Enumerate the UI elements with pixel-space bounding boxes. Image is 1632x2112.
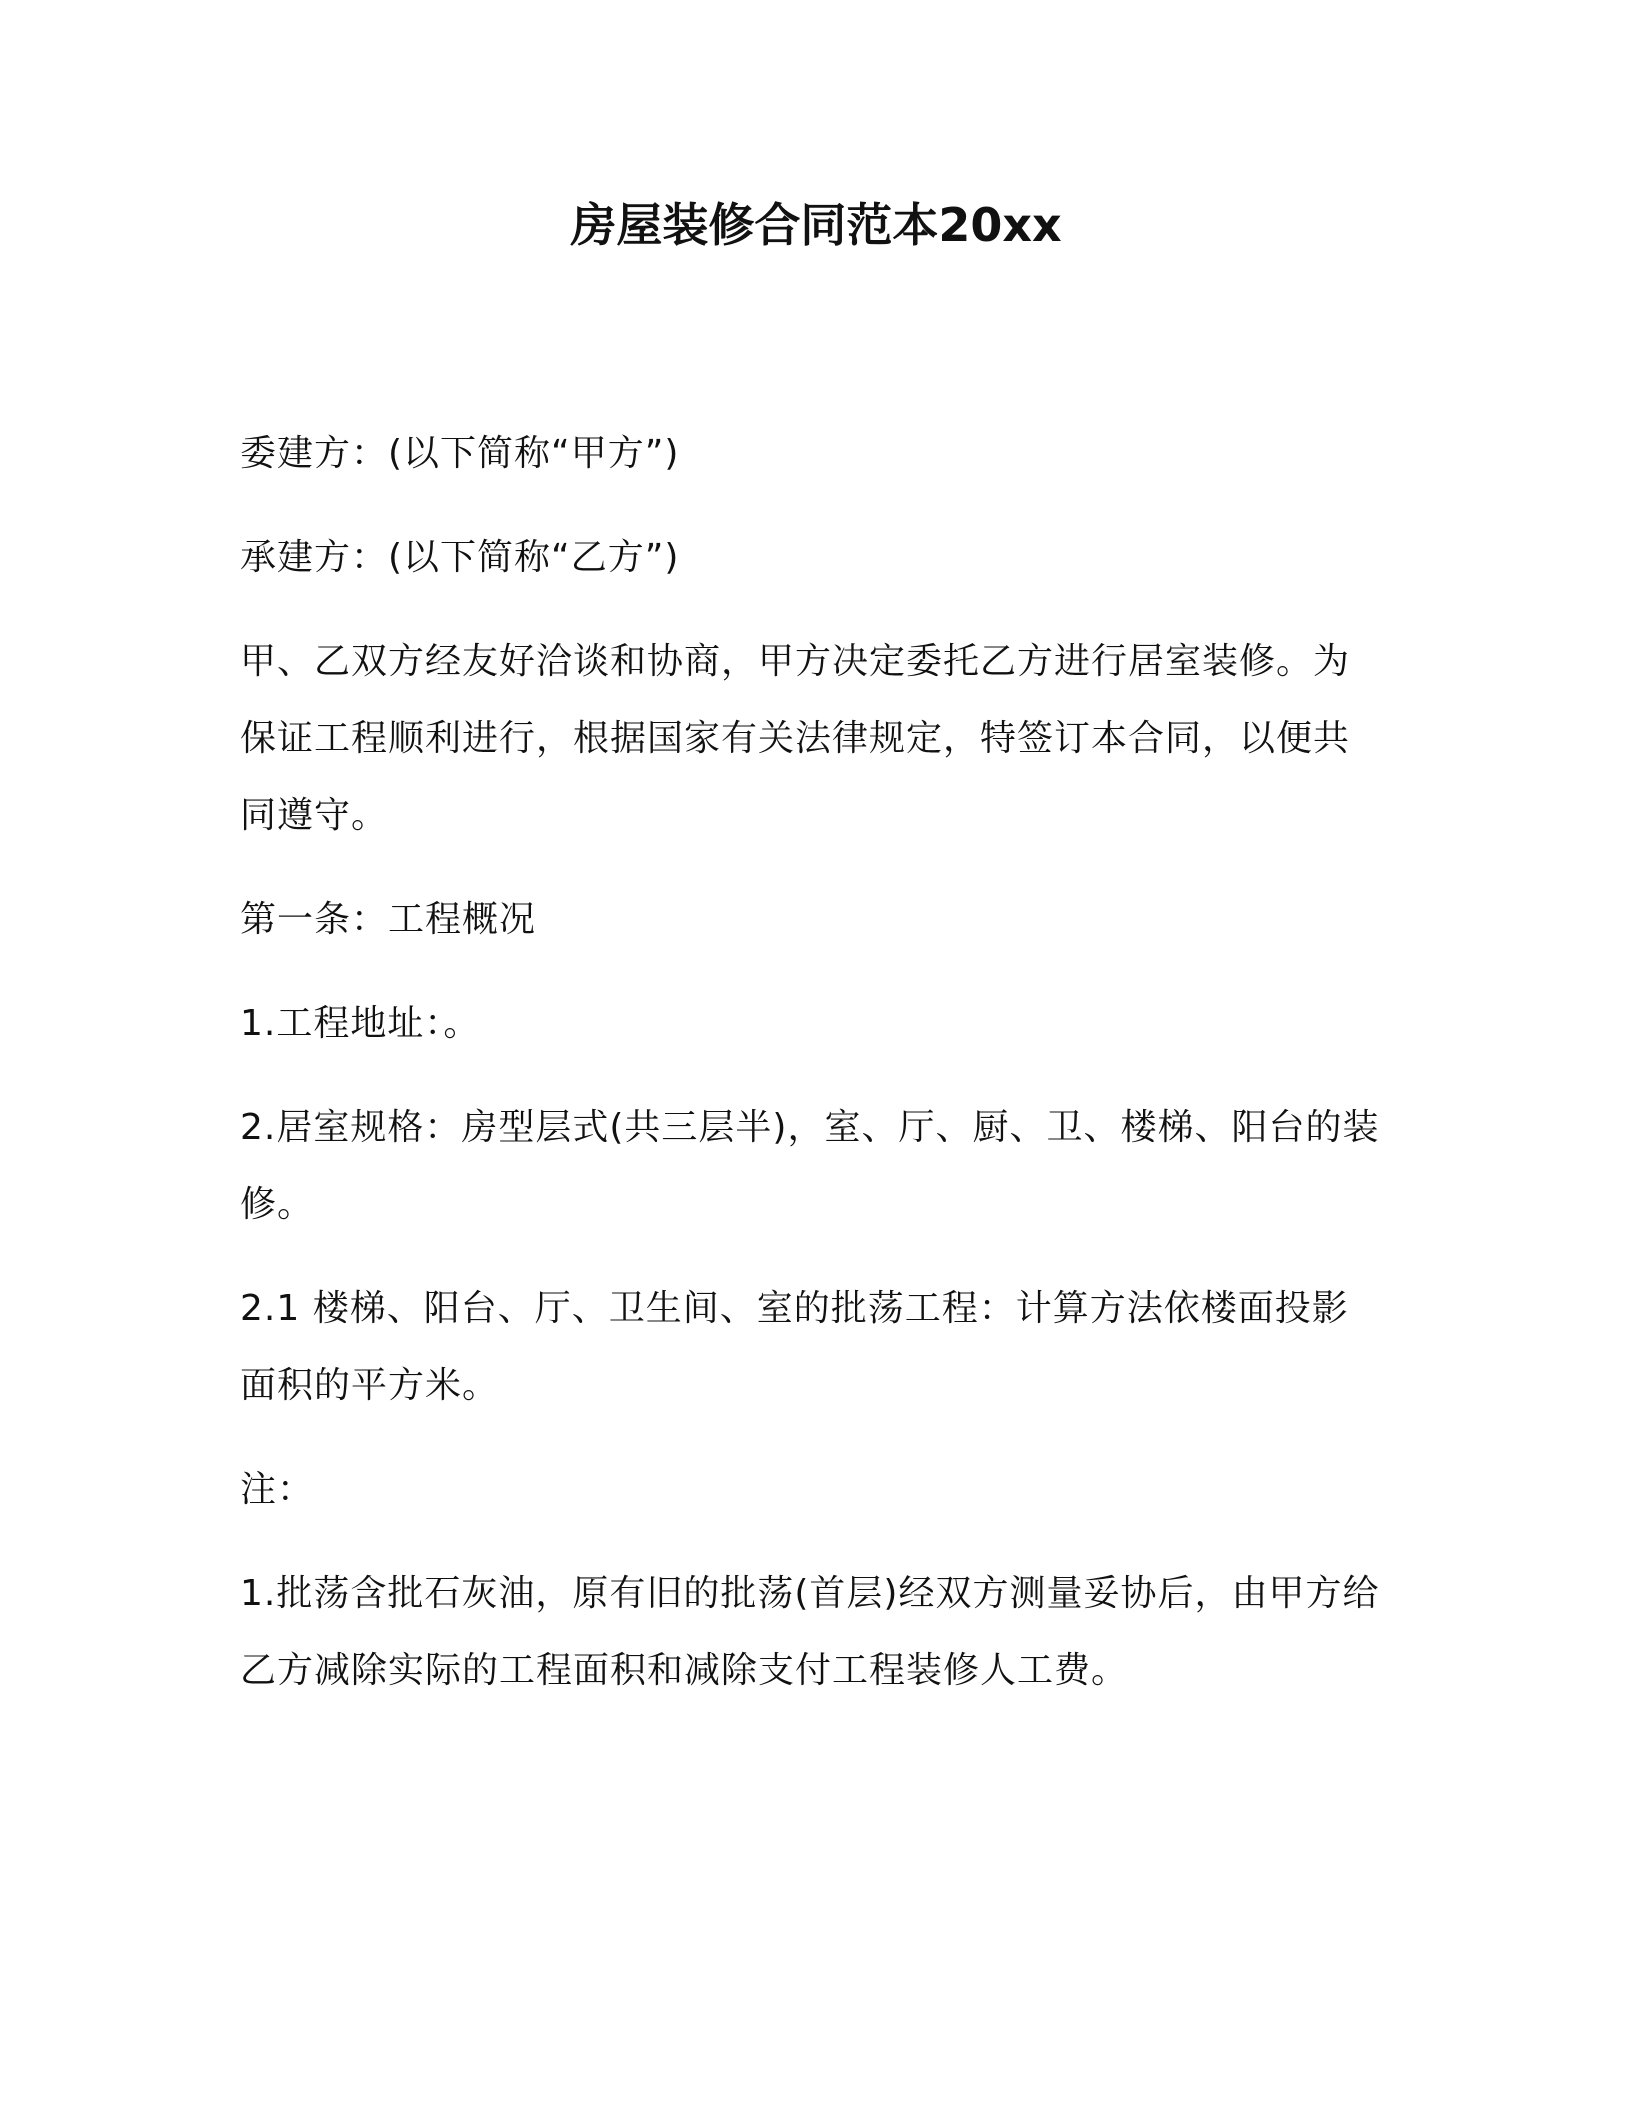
clause-2-spec: 2.居室规格：房型层式(共三层半)，室、厅、厨、卫、楼梯、阳台的装修。 [240,1107,1380,1225]
note-heading: 注： [240,1469,315,1510]
party-b-line: 承建方：(以下简称“乙方”) [240,537,680,578]
clause-1-address: 1.工程地址：。 [240,1003,481,1044]
document-body [240,415,1380,1736]
note-1-paragraph: 1.批荡含批石灰油，原有旧的批荡(首层)经双方测量妥协后，由甲方给乙方减除实际的工程面积和减除支付工程装修人工费。 [240,1573,1380,1691]
document-title: 房屋装修合同范本20xx [570,198,1062,252]
article-1-heading: 第一条：工程概况 [240,899,537,940]
clause-2-1-plastering: 2.1 楼梯、阳台、厅、卫生间、室的批荡工程：计算方法依楼面投影面积的平方米。 [240,1288,1349,1406]
party-a-line: 委建方：(以下简称“甲方”) [240,433,680,474]
preamble-paragraph: 甲、乙双方经友好洽谈和协商，甲方决定委托乙方进行居室装修。为保证工程顺利进行，根据国家有关法律规定，特签订本合同，以便共同遵守。 [240,641,1351,836]
